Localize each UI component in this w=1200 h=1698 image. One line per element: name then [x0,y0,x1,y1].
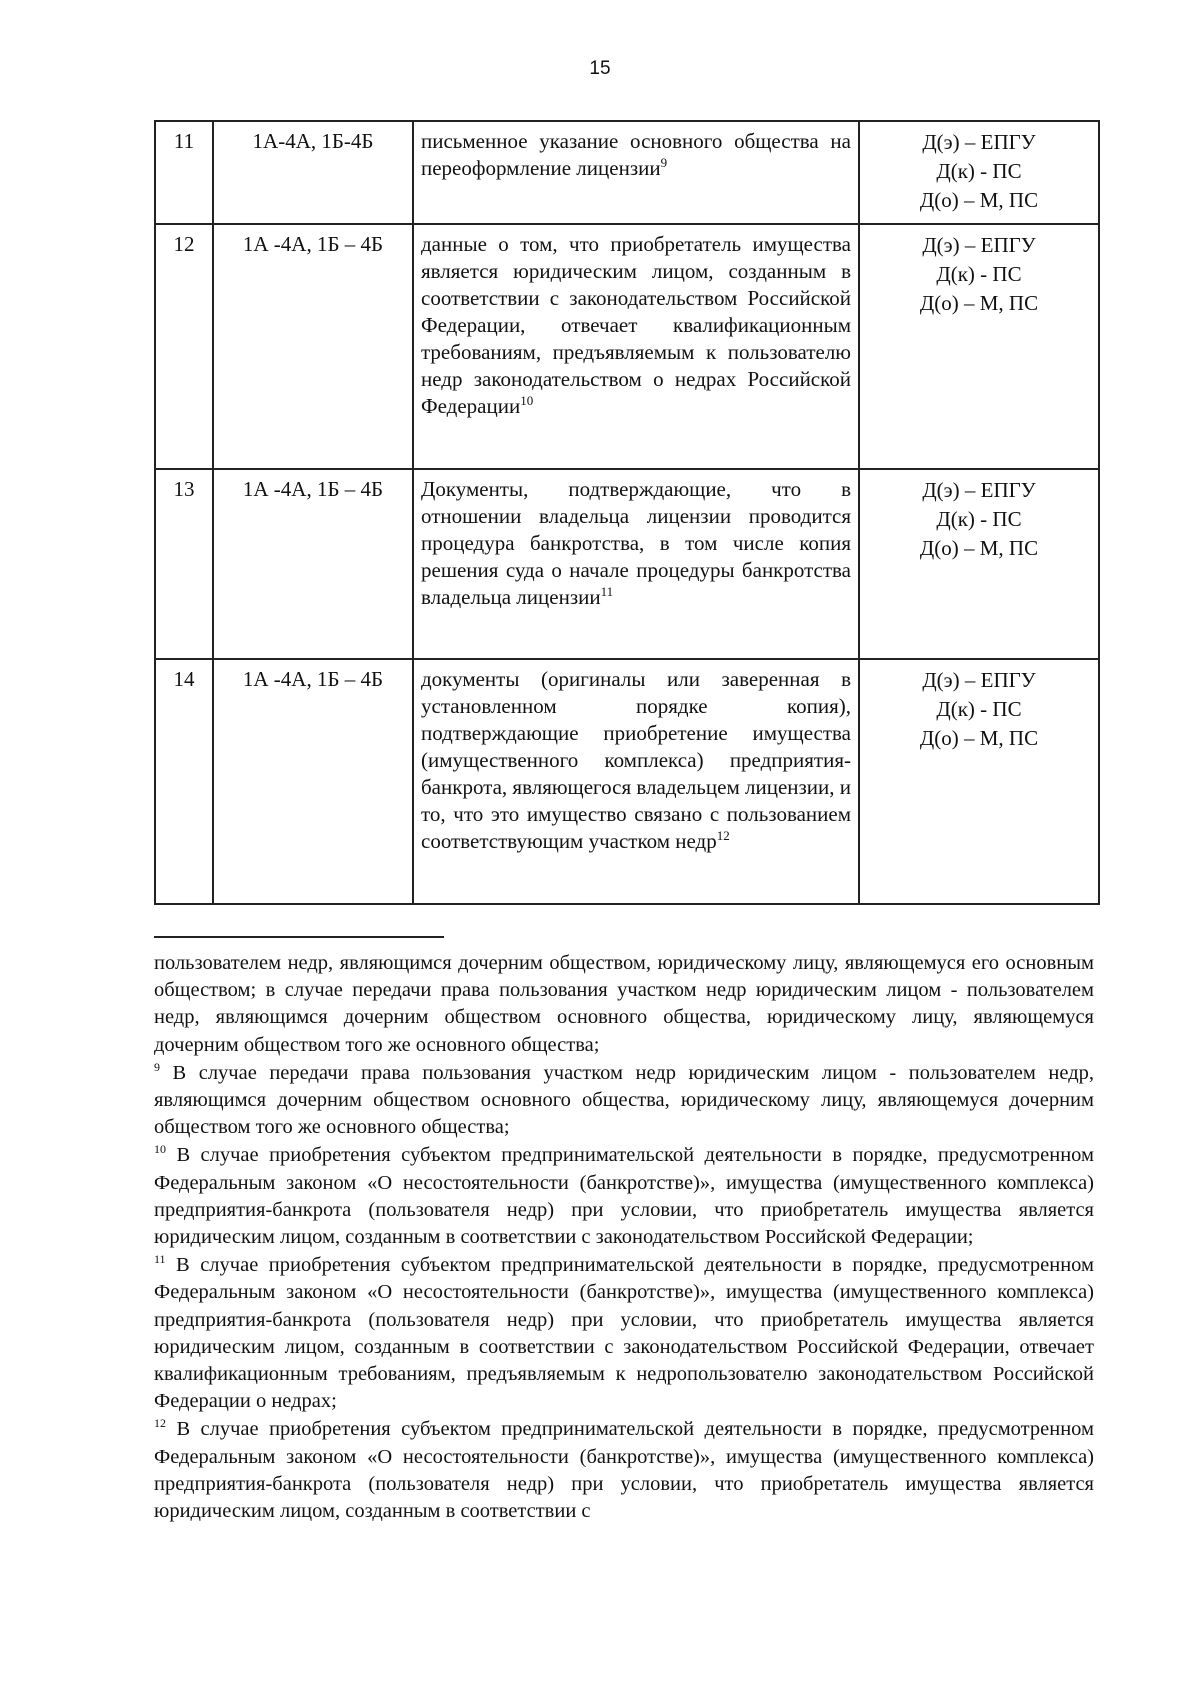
footnote-mark: 9 [154,1059,160,1074]
form-original: Д(о) – М, ПС [919,726,1039,750]
footnote-mark: 10 [154,1142,166,1157]
footnote-continuation: пользователем недр, являющимся дочерним обществом, юридическому лицу, являющемуся его основным обществом; в случае передачи права пользования участком недр юридическим лицом - пользователем недр, являющимся дочерним обществом основного общества, юридическому лицу, являющемуся дочерним обществом того же основного общества; [154,952,1094,1056]
row-codes: 1А -4А, 1Б – 4Б [213,659,413,904]
form-original: Д(о) – М, ПС [919,536,1039,560]
footnote-10 [154,1142,1094,1251]
description-text: письменное указание основного общества на переоформление лицензии [421,129,851,180]
form-electronic: Д(э) – ЕПГУ [922,233,1036,257]
form-paper-copy: Д(к) - ПС [936,159,1022,183]
row-codes: 1А -4А, 1Б – 4Б [213,224,413,469]
form-electronic: Д(э) – ЕПГУ [922,668,1036,692]
footnote-mark: 12 [154,1416,166,1431]
row-number: 12 [155,224,213,469]
footnote-text: В случае приобретения субъектом предпринимательской деятельности в порядке, предусмотренном Федеральным законом «О несостоятельности (банкротстве)», имущества (имущественного комплекса) предприятия-банкрота (пользователя недр) при условии, что приобретатель имущества является юридическим лицом, созданным в соответствии с [154,1418,1094,1523]
row-number: 13 [155,469,213,659]
description-text: данные о том, что приобретатель имущества является юридическим лицом, созданным в соответствии с законодательством Российской Федерации, отвечает квалификационным требованиям, предъявляемым к пользователю недр законодательством о недрах Российской Федерации [421,232,851,418]
table-row [155,224,1099,469]
form-electronic: Д(э) – ЕПГУ [922,478,1036,502]
footnote-9 [154,1060,1094,1142]
footnote-mark: 11 [154,1252,166,1267]
form-original: Д(о) – М, ПС [919,188,1039,212]
form-paper-copy: Д(к) - ПС [936,697,1022,721]
row-codes: 1А -4А, 1Б – 4Б [213,469,413,659]
row-number: 14 [155,659,213,904]
footnote-text: В случае приобретения субъектом предпринимательской деятельности в порядке, предусмотренном Федеральным законом «О несостоятельности (банкротстве)», имущества (имущественного комплекса) предприятия-банкрота (пользователя недр) при условии, что приобретатель имущества является юридическим лицом, созданным в соответствии с законодательством Российской Федерации, отвечает квалификационным требованиям, предъявляемым к недропользователю законодательством Российской Федерации о недрах; [154,1254,1094,1413]
description-text: документы (оригиналы или заверенная в установленном порядке копия), подтверждающие приобретение имущества (имущественного комплекса) предприятия-банкрота, являющегося владельцем лицензии, и то, что это имущество связано с пользованием соответствующим участком недр [421,667,852,853]
row-description [413,224,859,469]
row-forms [859,659,1099,904]
footnote-text: В случае передачи права пользования участком недр юридическим лицом - пользователем недр, являющимся дочерним обществом основного общества, юридическому лицу, являющемуся дочерним обществом того же основного общества; [154,1061,1094,1139]
table-row [155,121,1099,224]
footnote-text: В случае приобретения субъектом предпринимательской деятельности в порядке, предусмотренном Федеральным законом «О несостоятельности (банкротстве)», имущества (имущественного комплекса) предприятия-банкрота (пользователя недр) при условии, что приобретатель имущества является юридическим лицом, созданным в соответствии с законодательством Российской Федерации; [154,1144,1094,1249]
footnote-ref: 12 [716,828,730,843]
form-electronic: Д(э) – ЕПГУ [922,130,1036,154]
page-number: 15 [589,58,611,79]
documents-table [154,120,1100,905]
footnote-ref: 9 [660,155,668,170]
row-description [413,121,859,224]
row-description [413,469,859,659]
row-forms [859,224,1099,469]
form-paper-copy: Д(к) - ПС [936,262,1022,286]
footnote-12 [154,1416,1094,1525]
row-number: 11 [155,121,213,224]
footnote-ref: 11 [600,584,614,599]
footnotes [154,950,1094,1526]
row-forms [859,121,1099,224]
row-description [413,659,859,904]
footnote-ref: 10 [520,393,534,408]
footnote-divider [154,936,444,938]
description-text: Документы, подтверждающие, что в отношении владельца лицензии проводится процедура банкротства, в том числе копия решения суда о начале процедуры банкротства владельца лицензии [421,477,851,609]
form-original: Д(о) – М, ПС [919,291,1039,315]
footnote-11 [154,1252,1094,1415]
table-row [155,659,1099,904]
row-forms [859,469,1099,659]
row-codes: 1А-4А, 1Б-4Б [213,121,413,224]
form-paper-copy: Д(к) - ПС [936,507,1022,531]
table-row [155,469,1099,659]
